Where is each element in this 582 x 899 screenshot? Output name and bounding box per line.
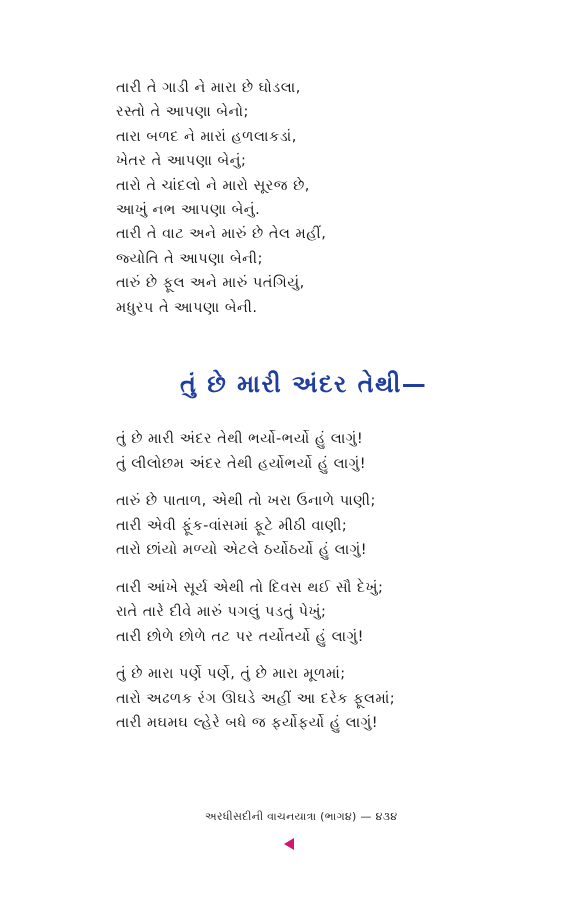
stanza [116, 489, 556, 563]
poem-line: તારી છોળે છોળે તટ પર તર્યોતર્યો હું લાગું! [116, 628, 364, 645]
poem-line: મધુરપ તે આપણા બેની. [116, 299, 258, 316]
poem-line: રાતે તારે દીવે મારું પગલું પડતું પેખું; [116, 604, 327, 620]
poem-line: રસ્તો તે આપણા બેનો; [116, 104, 249, 121]
poem-title: તું છે મારી અંદર તેથી— [180, 370, 428, 398]
triangle-left-icon[interactable] [284, 838, 294, 850]
poem-line: તું છે મારી અંદર તેથી ભર્યો-ભર્યો હું લાગું! [116, 431, 364, 447]
poem-top [116, 76, 536, 320]
poem-line: તારો તે ચાંદલો ને મારો સૂરજ છે, [116, 177, 310, 194]
poem-line: ખેતર તે આપણા બેનું; [116, 153, 247, 170]
stanza [116, 576, 556, 650]
poem-line: તારો છાંયો મળ્યો એટલે ઠર્યોઠર્યો હું લાગું! [116, 542, 368, 558]
poem-bottom [116, 427, 556, 749]
poem-line: તારું છે ફૂલ અને મારું પતંગિયું, [116, 275, 305, 292]
poem-line: તારી તે વાટ અને મારું છે તેલ મહીં, [116, 226, 327, 243]
page-footer: અરધીસદીની વાચનયાત્રા (ભાગ૪) — ૪૩૪ [205, 810, 398, 823]
poem-line: તું છે મારા પર્ણે પર્ણે, તું છે મારા મૂળમાં; [116, 666, 346, 682]
poem-line: તારી એવી ફૂંક-વાંસમાં ફૂટે મીઠી વાણી; [116, 517, 348, 534]
poem-line: તારી મઘમઘ લ્હેરે બધે જ ફર્યોફર્યો હું લાગું! [116, 715, 379, 731]
poem-line: તું લીલોછમ અંદર તેથી હર્યોભર્યો હું લાગું! [116, 455, 367, 472]
stanza [116, 427, 556, 476]
poem-line: તારો અઢળક રંગ ઊઘડે અહીં આ દરેક ફૂલમાં; [116, 690, 396, 707]
poem-line: તારા બળદ ને મારાં હળલાકડાં, [116, 128, 297, 145]
poem-line: આખું નભ આપણા બેનું. [116, 202, 261, 219]
poem-line: તારી તે ગાડી ને મારા છે ઘોડલા, [116, 80, 301, 96]
poem-line: તારું છે પાતાળ, એથી તો ખરા ઉનાળે પાણી; [116, 493, 376, 509]
poem-line: જ્યોતિ તે આપણા બેની; [116, 250, 263, 267]
poem-line: તારી આંખે સૂર્ય એથી તો દિવસ થઈ સૌ દેખું; [116, 579, 384, 596]
stanza [116, 662, 556, 736]
